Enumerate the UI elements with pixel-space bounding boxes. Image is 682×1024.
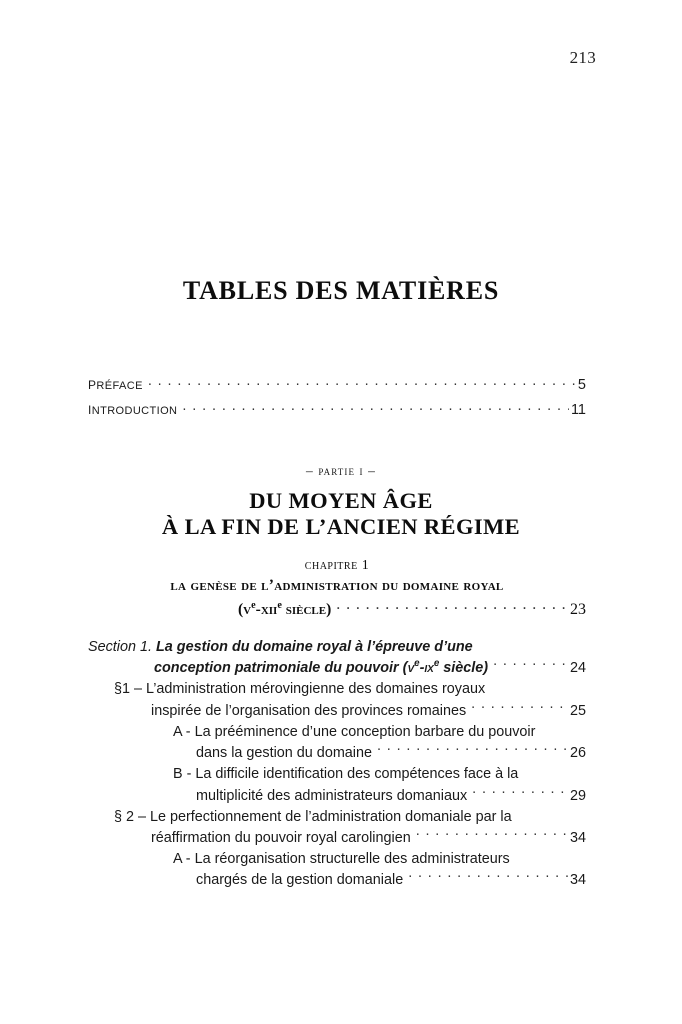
toc-section-sup-1: e [414,658,420,670]
chapter-subtitle-suffix: siècle) [281,601,332,618]
toc-entry-page: 24 [569,660,586,677]
toc-section-roman-2: ix [424,660,434,677]
toc-entry-line-2: dans la gestion du domaine [196,745,373,762]
toc-section-dash: - [419,660,425,677]
leader-dots [472,785,568,799]
toc-entry-subsection-a-1[interactable] [88,722,586,764]
chapter-subtitle-prefix: (v [238,601,252,618]
toc-entry-page: 5 [577,377,586,393]
leader-dots [408,870,568,884]
toc-entry-line-1: A - La réorganisation structurelle des administrateurs [173,850,510,867]
toc-section-roman-1: v [407,660,415,677]
toc-line [88,849,586,870]
chapter-page: 23 [570,601,586,618]
toc-line [88,743,586,764]
toc-entry-page: 34 [569,872,586,889]
part-title [0,488,682,540]
leader-dots [377,743,568,757]
toc-entry-line-1: A - La prééminence d’une conception barbare du pouvoir [173,723,536,740]
leader-dots [336,598,568,614]
toc-section-title-line-2 [154,658,488,679]
toc-section-sup-2: e [433,658,440,670]
toc-entry-page: 34 [569,829,586,846]
chapter-subtitle-sup-1: e [251,599,256,611]
toc-entry-section-1[interactable] [88,637,586,679]
part-kicker: – partie i – [306,463,376,478]
toc-entry-label: introduction [88,399,178,418]
toc-entry-page: 25 [569,702,586,719]
chapter-title: la genèse de l’administration du domaine royal [170,577,504,594]
chapter-subtitle-row [88,598,586,619]
toc-line [88,679,586,700]
leader-dots [148,375,576,390]
leader-dots [182,400,569,415]
toc-entry-line-1: §1 – L’administration mérovingienne des domaines royaux [114,681,486,698]
leader-dots [416,828,568,842]
chapter-subtitle [238,601,331,619]
toc-line [88,700,586,721]
toc-section-label-and-title [88,637,473,658]
toc-line [88,722,586,743]
toc-line [88,764,586,785]
toc-section-label: Section 1. [88,639,152,655]
toc-line [88,870,586,891]
toc-line [88,785,586,806]
toc-section-title-line-1: La gestion du domaine royal à l’épreuve d’une [156,639,473,655]
toc-entry-subsection-b-1[interactable] [88,764,586,806]
leader-dots [493,658,568,672]
toc-entry-preface[interactable] [88,374,586,399]
leader-dots [471,700,568,714]
toc-line [88,658,586,679]
toc-entry-label: préface [88,374,143,393]
toc-section-title-line-2-b: siècle) [439,660,489,677]
part-heading [0,463,682,540]
chapter-subtitle-sup-2: e [277,599,282,611]
chapter-heading[interactable] [88,558,586,619]
toc-entry-introduction[interactable] [88,399,586,424]
part-title-line-1: DU MOYEN ÂGE [249,488,433,513]
chapter-subtitle-mid: -xii [255,601,278,618]
toc-entry-paragraph-2[interactable] [88,807,586,849]
toc-entry-page: 29 [569,787,586,804]
toc-line [88,807,586,828]
toc-entry-subsection-a-2[interactable] [88,849,586,891]
toc-line [88,637,586,658]
toc-entry-page: 26 [569,745,586,762]
page-title: TABLES DES MATIÈRES [182,276,500,305]
toc-list [88,637,586,891]
part-title-line-2: À LA FIN DE L’ANCIEN RÉGIME [161,514,521,539]
toc-entry-line-2: réaffirmation du pouvoir royal carolingien [151,829,411,846]
toc-entry-paragraph-1[interactable] [88,679,586,721]
toc-entry-line-2: multiplicité des administrateurs domaniaux [196,787,468,804]
page-number: 213 [569,48,596,67]
toc-section-title-line-2-a: conception patrimoniale du pouvoir ( [154,660,408,677]
toc-entry-line-1: § 2 – Le perfectionnement de l’administration domaniale par la [114,808,512,825]
front-matter-list [88,374,586,424]
toc-entry-line-1: B - La difficile identification des compétences face à la [173,766,519,783]
toc-entry-line-2: chargés de la gestion domaniale [196,872,404,889]
chapter-kicker: chapitre 1 [304,558,370,573]
toc-line [88,828,586,849]
toc-entry-page: 11 [570,402,586,418]
toc-entry-line-2: inspirée de l’organisation des provinces romaines [151,702,467,719]
